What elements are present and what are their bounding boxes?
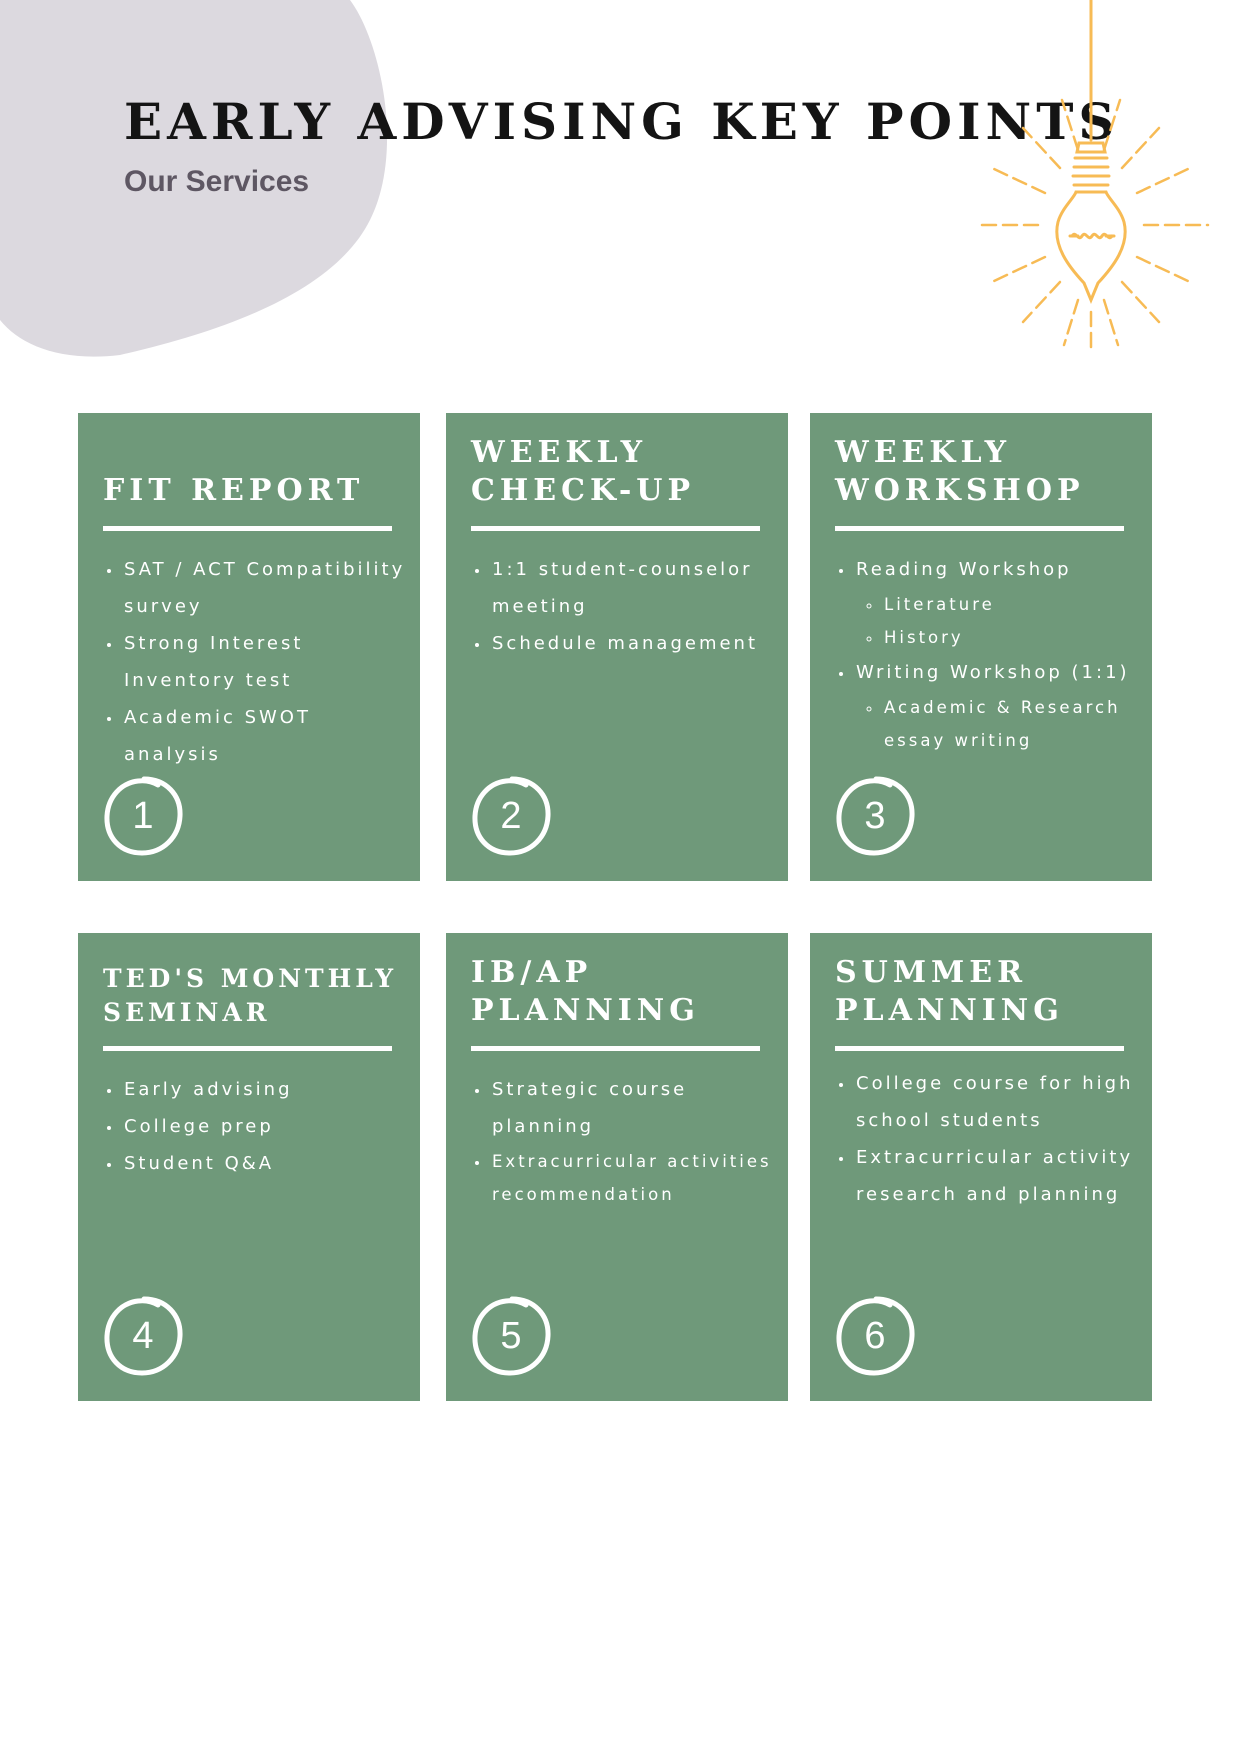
card-number-badge — [100, 1293, 186, 1379]
card-title: WEEKLY WORKSHOP — [835, 435, 1085, 508]
card-number-badge — [468, 1293, 554, 1379]
sub-item-list — [856, 691, 1148, 757]
card-number: 4 — [132, 1315, 154, 1357]
service-card-summer-planning — [810, 933, 1152, 1401]
page-title: EARLY ADVISING KEY POINTS — [124, 92, 1120, 151]
card-number: 6 — [864, 1315, 886, 1357]
list-item: • Academic SWOT analysis — [122, 699, 416, 773]
card-header — [471, 945, 760, 1051]
light-bulb-icon — [978, 0, 1218, 360]
card-header — [103, 945, 398, 1051]
list-item: • Strong Interest Inventory test — [122, 625, 416, 699]
card-item-list — [824, 1065, 1148, 1213]
card-item-list — [460, 551, 784, 662]
service-card-weekly-workshop — [810, 413, 1152, 881]
list-item: • Early advising — [122, 1071, 416, 1108]
sub-list-item: ◦ Literature — [882, 588, 1148, 621]
card-number-badge — [832, 1293, 918, 1379]
list-item: • Extracurricular activities recommendation — [490, 1145, 784, 1211]
list-item: • College course for high school students — [854, 1065, 1148, 1139]
list-item: • Strategic course planning — [490, 1071, 784, 1145]
service-card-ib-ap-planning — [446, 933, 788, 1401]
list-item: • 1:1 student-counselor meeting — [490, 551, 784, 625]
card-number-badge — [100, 773, 186, 859]
card-title: FIT REPORT — [103, 473, 365, 508]
list-item: • Extracurricular activity research and planning — [854, 1139, 1148, 1213]
page-subtitle: Our Services — [124, 165, 310, 198]
card-header — [471, 425, 760, 531]
card-title: WEEKLY CHECK-UP — [471, 435, 696, 508]
list-item: • SAT / ACT Compatibility survey — [122, 551, 416, 625]
card-number-badge — [468, 773, 554, 859]
list-item-label: Writing Workshop (1:1) — [856, 662, 1130, 683]
card-number: 2 — [500, 795, 522, 837]
sub-list-item: ◦ Academic & Research essay writing — [882, 691, 1148, 757]
sub-list-item: ◦ History — [882, 621, 1148, 654]
card-item-list — [92, 551, 416, 773]
service-card-fit-report — [78, 413, 420, 881]
card-title: IB/AP PLANNING — [471, 955, 700, 1028]
service-card-teds-monthly-seminar — [78, 933, 420, 1401]
card-header — [103, 425, 392, 531]
card-header — [835, 425, 1124, 531]
card-item-list — [824, 551, 1148, 757]
card-number-badge — [832, 773, 918, 859]
card-number: 3 — [864, 795, 886, 837]
service-card-weekly-check-up — [446, 413, 788, 881]
card-header — [835, 945, 1124, 1051]
card-item-list — [92, 1071, 416, 1182]
card-item-list — [460, 1071, 784, 1211]
list-item: • College prep — [122, 1108, 416, 1145]
card-number: 1 — [132, 795, 154, 837]
list-item — [854, 654, 1148, 757]
list-item: • Student Q&A — [122, 1145, 416, 1182]
card-title: SUMMER PLANNING — [835, 955, 1064, 1028]
list-item: • Schedule management — [490, 625, 784, 662]
sub-item-list — [856, 588, 1148, 654]
list-item — [854, 551, 1148, 654]
card-number: 5 — [500, 1315, 522, 1357]
card-title: TED'S MONTHLY SEMINAR — [103, 964, 398, 1027]
list-item-label: Reading Workshop — [856, 559, 1072, 580]
